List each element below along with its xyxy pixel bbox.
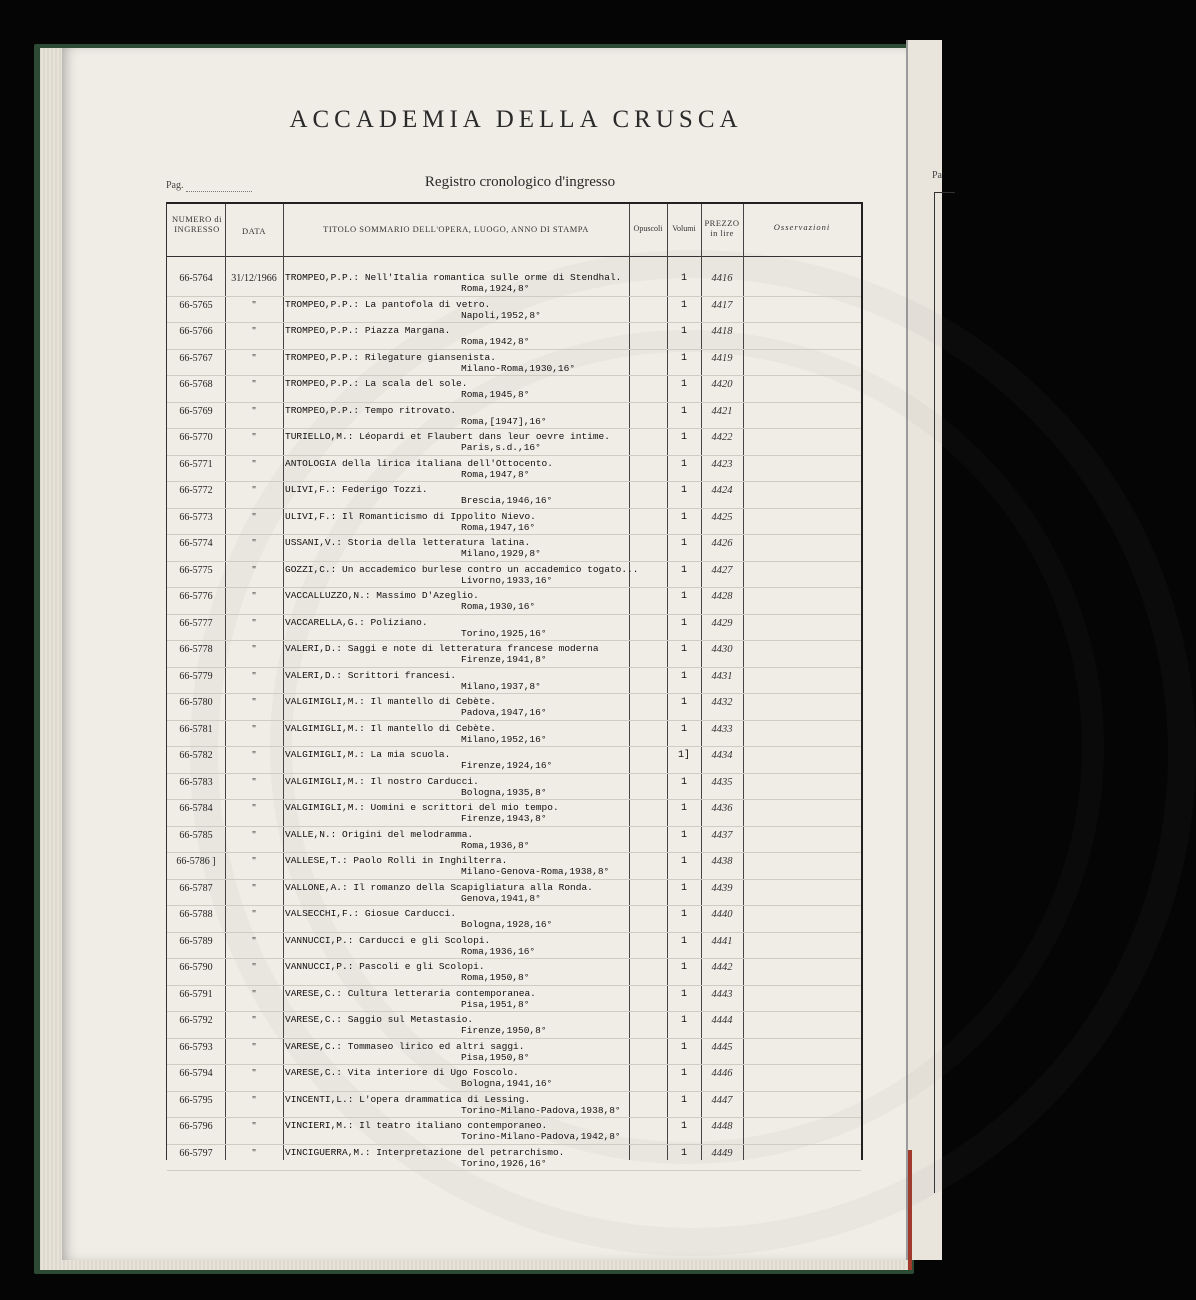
- header-titolo: TITOLO SOMMARIO DELL'OPERA, LUOGO, ANNO DI STAMPA: [323, 224, 589, 234]
- header-opuscoli: Opuscoli: [633, 224, 663, 233]
- entry-place-year: Torino,1926,16°: [461, 1157, 547, 1169]
- entry-volumes: 1: [680, 1121, 687, 1132]
- entry-title: GOZZI,C.: Un accademico burlese contro un accademico togato...: [285, 563, 639, 575]
- entry-place-year: Firenze,1924,16°: [461, 760, 553, 771]
- table-row: [167, 403, 861, 430]
- entry-volumes: 1: [680, 909, 687, 920]
- table-row: [167, 1145, 861, 1172]
- entry-volumes: 1: [680, 935, 687, 947]
- entry-date: ": [251, 617, 257, 629]
- entry-place-year: Roma,1924,8°: [461, 283, 530, 294]
- entry-date: ": [251, 1094, 257, 1106]
- entry-date: ": [251, 803, 257, 814]
- page-title: ACCADEMIA DELLA CRUSCA: [289, 106, 743, 133]
- entry-date: ": [251, 909, 257, 920]
- page-number-line: [186, 191, 252, 192]
- entry-date: ": [251, 1015, 257, 1026]
- entry-place-year: Firenze,1943,8°: [461, 813, 547, 824]
- entry-place-year: Torino-Milano-Padova,1942,8°: [461, 1131, 621, 1142]
- entry-number: 66-5772: [179, 485, 213, 496]
- table-row: [167, 509, 861, 536]
- entry-title: VINCIERI,M.: Il teatro italiano contemporaneo.: [285, 1120, 548, 1131]
- table-row: [167, 668, 861, 695]
- entry-number: 66-5770: [179, 432, 213, 443]
- entry-volumes: 1: [680, 617, 687, 629]
- entry-place-year: Milano,1952,16°: [461, 733, 547, 745]
- entry-number: 66-5768: [179, 379, 213, 390]
- entry-title: VARESE,C.: Vita interiore di Ugo Foscolo.: [285, 1067, 519, 1078]
- entry-place-year: Pisa,1951,8°: [461, 998, 530, 1010]
- table-row: [167, 1092, 861, 1119]
- table-row: [167, 1118, 861, 1145]
- table-row: [167, 376, 861, 403]
- entry-number: 66-5785: [179, 829, 213, 841]
- entry-number: 66-5790: [179, 962, 213, 973]
- entry-number: 66-5793: [179, 1041, 213, 1053]
- entry-volumes: 1: [680, 670, 687, 682]
- entry-price: 4431: [711, 670, 733, 682]
- entry-place-year: Genova,1941,8°: [461, 892, 541, 904]
- entry-date: ": [251, 352, 257, 364]
- entry-date: ": [251, 882, 257, 894]
- entry-title: ULIVI,F.: Il Romanticismo di Ippolito Nievo.: [285, 510, 536, 522]
- entry-date: ": [251, 935, 257, 947]
- entry-volumes: 1: [680, 591, 687, 602]
- entry-number: 66-5776: [179, 591, 213, 602]
- entry-title: TROMPEO,P.P.: Piazza Margana.: [285, 325, 451, 336]
- entry-place-year: Torino,1925,16°: [461, 627, 547, 639]
- entry-price: 4423: [711, 458, 733, 470]
- entry-price: 4449: [711, 1147, 733, 1159]
- entry-price: 4422: [711, 432, 733, 443]
- entry-number: 66-5782: [179, 750, 213, 761]
- entry-title: VALERI,D.: Scrittori francesi.: [285, 669, 457, 681]
- entry-volumes: 1: [680, 776, 687, 788]
- entry-volumes: 1: [680, 485, 687, 496]
- table-row: [167, 986, 861, 1013]
- table-row: [167, 800, 861, 827]
- entry-date: ": [251, 1041, 257, 1053]
- entry-date: ": [251, 326, 257, 337]
- entry-volumes: 1: [680, 697, 687, 708]
- ledger-table: [166, 202, 863, 1169]
- header-numero: NUMERO di INGRESSO: [171, 214, 223, 234]
- entry-number: 66-5778: [179, 644, 213, 655]
- entry-volumes: 1]: [677, 750, 690, 761]
- entry-volumes: 1: [680, 405, 687, 417]
- table-row: [167, 562, 861, 589]
- entry-date: ": [251, 458, 257, 470]
- next-page-edge: [906, 40, 942, 1260]
- entry-title: VALLESE,T.: Paolo Rolli in Inghilterra.: [285, 855, 508, 866]
- entry-number: 66-5766: [179, 326, 213, 337]
- entry-place-year: Pisa,1950,8°: [461, 1051, 530, 1063]
- entry-place-year: Milano,1937,8°: [461, 680, 541, 692]
- entry-number: 66-5792: [179, 1015, 213, 1026]
- entry-title: ULIVI,F.: Federigo Tozzi.: [285, 484, 428, 495]
- entry-date: ": [251, 405, 257, 417]
- entry-number: 66-5781: [179, 723, 213, 735]
- entry-number: 66-5775: [179, 564, 213, 576]
- entry-volumes: 1: [680, 432, 687, 443]
- table-row: [167, 615, 861, 642]
- entry-place-year: Napoli,1952,8°: [461, 309, 541, 321]
- entry-title: VALSECCHI,F.: Giosue Carducci.: [285, 908, 457, 919]
- entry-place-year: Roma,1947,8°: [461, 468, 530, 480]
- entry-volumes: 1: [680, 988, 687, 1000]
- entry-title: VANNUCCI,P.: Pascoli e gli Scolopi.: [285, 961, 485, 972]
- entry-place-year: Livorno,1933,16°: [461, 574, 553, 586]
- entry-title: VARESE,C.: Tommaseo lirico ed altri saggi.: [285, 1040, 525, 1052]
- row-rule: [167, 1170, 861, 1171]
- entry-date: ": [251, 564, 257, 576]
- table-row: [167, 456, 861, 483]
- entry-number: 66-5769: [179, 405, 213, 417]
- entry-date: ": [251, 485, 257, 496]
- entry-place-year: Brescia,1946,16°: [461, 495, 553, 506]
- entry-number: 66-5789: [179, 935, 213, 947]
- entry-title: VARESE,C.: Cultura letteraria contemporanea.: [285, 987, 536, 999]
- entry-place-year: Milano-Roma,1930,16°: [461, 362, 576, 374]
- entry-price: 4424: [711, 485, 733, 496]
- header-prezzo: PREZZO in lire: [704, 218, 740, 238]
- entry-price: 4434: [711, 750, 733, 761]
- table-row: [167, 1039, 861, 1066]
- entry-date: ": [251, 988, 257, 1000]
- entry-place-year: Bologna,1928,16°: [461, 919, 553, 930]
- entry-place-year: Roma,1942,8°: [461, 336, 530, 347]
- entry-price: 4435: [711, 776, 733, 788]
- entry-volumes: 1: [680, 1041, 687, 1053]
- entry-title: VALGIMIGLI,M.: Il mantello di Cebète.: [285, 722, 496, 734]
- entry-title: TROMPEO,P.P.: La scala del sole.: [285, 378, 468, 389]
- entry-number: 66-5773: [179, 511, 213, 523]
- table-row: [167, 694, 861, 721]
- entry-title: VALLE,N.: Origini del melodramma.: [285, 828, 474, 840]
- table-row: [167, 721, 861, 748]
- table-row: [167, 350, 861, 377]
- entry-volumes: 1: [680, 803, 687, 814]
- entry-date: ": [251, 856, 257, 867]
- entry-price: 4433: [711, 723, 733, 735]
- entry-title: VALGIMIGLI,M.: La mia scuola.: [285, 749, 451, 760]
- entry-price: 4417: [711, 299, 733, 311]
- entry-date: ": [251, 299, 257, 311]
- entry-title: TROMPEO,P.P.: Rilegature giansenista.: [285, 351, 496, 363]
- entry-title: VALERI,D.: Saggi e note di letteratura francese moderna: [285, 643, 599, 654]
- entry-date: ": [251, 723, 257, 735]
- entry-title: VALGIMIGLI,M.: Il nostro Carducci.: [285, 775, 479, 787]
- table-row: [167, 747, 861, 774]
- table-row: [167, 906, 861, 933]
- entry-place-year: Torino-Milano-Padova,1938,8°: [461, 1104, 621, 1116]
- entry-date: ": [251, 591, 257, 602]
- register-subtitle: Registro cronologico d'ingresso: [424, 174, 616, 190]
- entry-title: VALGIMIGLI,M.: Uomini e scrittori del mio tempo.: [285, 802, 559, 813]
- entry-number: 66-5779: [179, 670, 213, 682]
- table-row: [167, 588, 861, 615]
- page-number-label: Pag.: [166, 180, 184, 191]
- entry-volumes: 1: [680, 829, 687, 841]
- entry-number: 66-5780: [179, 697, 213, 708]
- entry-price: 4432: [711, 697, 733, 708]
- entry-title: TROMPEO,P.P.: Tempo ritrovato.: [285, 404, 457, 416]
- table-row: [167, 535, 861, 562]
- entry-price: 4416: [711, 273, 733, 284]
- entry-volumes: 1: [680, 882, 687, 894]
- entry-date: ": [251, 511, 257, 523]
- entry-number: 66-5786 ]: [176, 856, 216, 867]
- table-row: [167, 429, 861, 456]
- table-row: [167, 933, 861, 960]
- entry-price: 4428: [711, 591, 733, 602]
- next-page-border: [934, 192, 955, 1193]
- entry-title: VARESE,C.: Saggio sul Metastasio.: [285, 1014, 474, 1025]
- entry-price: 4438: [711, 856, 733, 867]
- entry-price: 4444: [711, 1015, 733, 1026]
- table-row: [167, 1012, 861, 1039]
- entry-volumes: 1: [680, 326, 687, 337]
- entry-volumes: 1: [680, 1094, 687, 1106]
- bookmark-ribbon: [908, 1150, 912, 1270]
- entry-date: ": [251, 432, 257, 443]
- entry-place-year: Roma,1945,8°: [461, 389, 530, 400]
- ledger-header: [167, 204, 861, 257]
- table-row: [167, 323, 861, 350]
- entry-price: 4439: [711, 882, 733, 894]
- entry-place-year: Firenze,1941,8°: [461, 654, 547, 665]
- entry-title: VINCENTI,L.: L'opera drammatica di Lessing.: [285, 1093, 531, 1105]
- entry-place-year: Roma,1947,16°: [461, 521, 536, 533]
- entry-volumes: 1: [680, 856, 687, 867]
- entry-number: 66-5764: [179, 273, 213, 284]
- entry-title: VALLONE,A.: Il romanzo della Scapigliatura alla Ronda.: [285, 881, 593, 893]
- entry-date: ": [251, 1121, 257, 1132]
- entry-volumes: 1: [680, 644, 687, 655]
- entry-date: ": [251, 379, 257, 390]
- entry-number: 66-5791: [179, 988, 213, 1000]
- entry-date: ": [251, 644, 257, 655]
- entry-price: 4448: [711, 1121, 733, 1132]
- entry-price: 4429: [711, 617, 733, 629]
- entry-price: 4442: [711, 962, 733, 973]
- header-osservazioni: Osservazioni: [773, 222, 831, 232]
- table-row: [167, 1065, 861, 1092]
- entry-volumes: 1: [680, 538, 687, 549]
- entry-price: 4427: [711, 564, 733, 576]
- entry-place-year: Bologna,1941,16°: [461, 1078, 553, 1089]
- entry-volumes: 1: [680, 723, 687, 735]
- entry-title: ANTOLOGIA della lirica italiana dell'Ottocento.: [285, 457, 553, 469]
- table-row: [167, 270, 861, 297]
- entry-place-year: Bologna,1935,8°: [461, 786, 547, 798]
- entry-title: TURIELLO,M.: Léopardi et Flaubert dans leur oevre intime.: [285, 431, 610, 442]
- entry-number: 66-5784: [179, 803, 213, 814]
- table-row: [167, 827, 861, 854]
- table-row: [167, 774, 861, 801]
- entry-number: 66-5787: [179, 882, 213, 894]
- entry-price: 4421: [711, 405, 733, 417]
- entry-volumes: 1: [680, 273, 687, 284]
- entry-volumes: 1: [680, 458, 687, 470]
- entry-place-year: Roma,1936,16°: [461, 945, 536, 957]
- entry-date: ": [251, 1147, 257, 1159]
- entry-price: 4430: [711, 644, 733, 655]
- table-row: [167, 959, 861, 986]
- entry-title: VALGIMIGLI,M.: Il mantello di Cebète.: [285, 696, 496, 707]
- entry-number: 66-5767: [179, 352, 213, 364]
- entry-volumes: 1: [680, 352, 687, 364]
- entry-volumes: 1: [680, 1015, 687, 1026]
- header-volumi: Volumi: [672, 224, 696, 233]
- entry-date: ": [251, 776, 257, 788]
- entry-price: 4447: [711, 1094, 733, 1106]
- entry-title: VACCARELLA,G.: Poliziano.: [285, 616, 428, 628]
- entry-place-year: Paris,s.d.,16°: [461, 442, 541, 453]
- entry-number: 66-5777: [179, 617, 213, 629]
- entry-price: 4419: [711, 352, 733, 364]
- entry-title: TROMPEO,P.P.: La pantofola di vetro.: [285, 298, 491, 310]
- entry-price: 4437: [711, 829, 733, 841]
- entry-number: 66-5771: [179, 458, 213, 470]
- entry-price: 4436: [711, 803, 733, 814]
- entry-number: 66-5796: [179, 1121, 213, 1132]
- entry-price: 4418: [711, 326, 733, 337]
- entry-number: 66-5795: [179, 1094, 213, 1106]
- table-row: [167, 853, 861, 880]
- header-data: DATA: [242, 226, 266, 236]
- entry-date: ": [251, 750, 257, 761]
- entry-volumes: 1: [680, 299, 687, 311]
- entry-volumes: 1: [680, 1147, 687, 1159]
- entry-price: 4420: [711, 379, 733, 390]
- entry-volumes: 1: [680, 511, 687, 523]
- entry-place-year: Padova,1947,16°: [461, 707, 547, 718]
- entry-number: 66-5797: [179, 1147, 213, 1159]
- entry-date: ": [251, 697, 257, 708]
- entry-volumes: 1: [680, 379, 687, 390]
- entry-number: 66-5774: [179, 538, 213, 549]
- table-row: [167, 641, 861, 668]
- entry-title: USSANI,V.: Storia della letteratura latina.: [285, 537, 531, 548]
- entry-price: 4445: [711, 1041, 733, 1053]
- entry-date: ": [251, 962, 257, 973]
- entry-number: 66-5783: [179, 776, 213, 788]
- entry-place-year: Roma,[1947],16°: [461, 415, 547, 427]
- entry-price: 4440: [711, 909, 733, 920]
- entry-title: TROMPEO,P.P.: Nell'Italia romantica sulle orme di Stendhal.: [285, 272, 622, 283]
- entry-volumes: 1: [680, 1068, 687, 1079]
- entry-place-year: Roma,1930,16°: [461, 601, 536, 612]
- entry-place-year: Milano-Genova-Roma,1938,8°: [461, 866, 610, 877]
- entry-title: VINCIGUERRA,M.: Interpretazione del petrarchismo.: [285, 1146, 565, 1158]
- entry-date: ": [251, 1068, 257, 1079]
- table-row: [167, 297, 861, 324]
- entry-price: 4426: [711, 538, 733, 549]
- entry-place-year: Milano,1929,8°: [461, 548, 541, 559]
- entry-title: VANNUCCI,P.: Carducci e gli Scolopi.: [285, 934, 491, 946]
- entry-volumes: 1: [680, 962, 687, 973]
- next-page-label: Pa: [932, 170, 942, 181]
- entry-price: 4441: [711, 935, 733, 947]
- table-row: [167, 482, 861, 509]
- table-row: [167, 880, 861, 907]
- entry-date: ": [251, 670, 257, 682]
- entry-number: 66-5794: [179, 1068, 213, 1079]
- entry-date: 31/12/1966: [231, 273, 277, 284]
- entry-date: ": [251, 829, 257, 841]
- entry-price: 4443: [711, 988, 733, 1000]
- entry-volumes: 1: [680, 564, 687, 576]
- entry-number: 66-5788: [179, 909, 213, 920]
- entry-place-year: Firenze,1950,8°: [461, 1025, 547, 1036]
- entry-price: 4446: [711, 1068, 733, 1079]
- entry-place-year: Roma,1936,8°: [461, 839, 530, 851]
- entry-title: VACCALLUZZO,N.: Massimo D'Azeglio.: [285, 590, 479, 601]
- entry-place-year: Roma,1950,8°: [461, 972, 530, 983]
- entry-number: 66-5765: [179, 299, 213, 311]
- entry-price: 4425: [711, 511, 733, 523]
- entry-date: ": [251, 538, 257, 549]
